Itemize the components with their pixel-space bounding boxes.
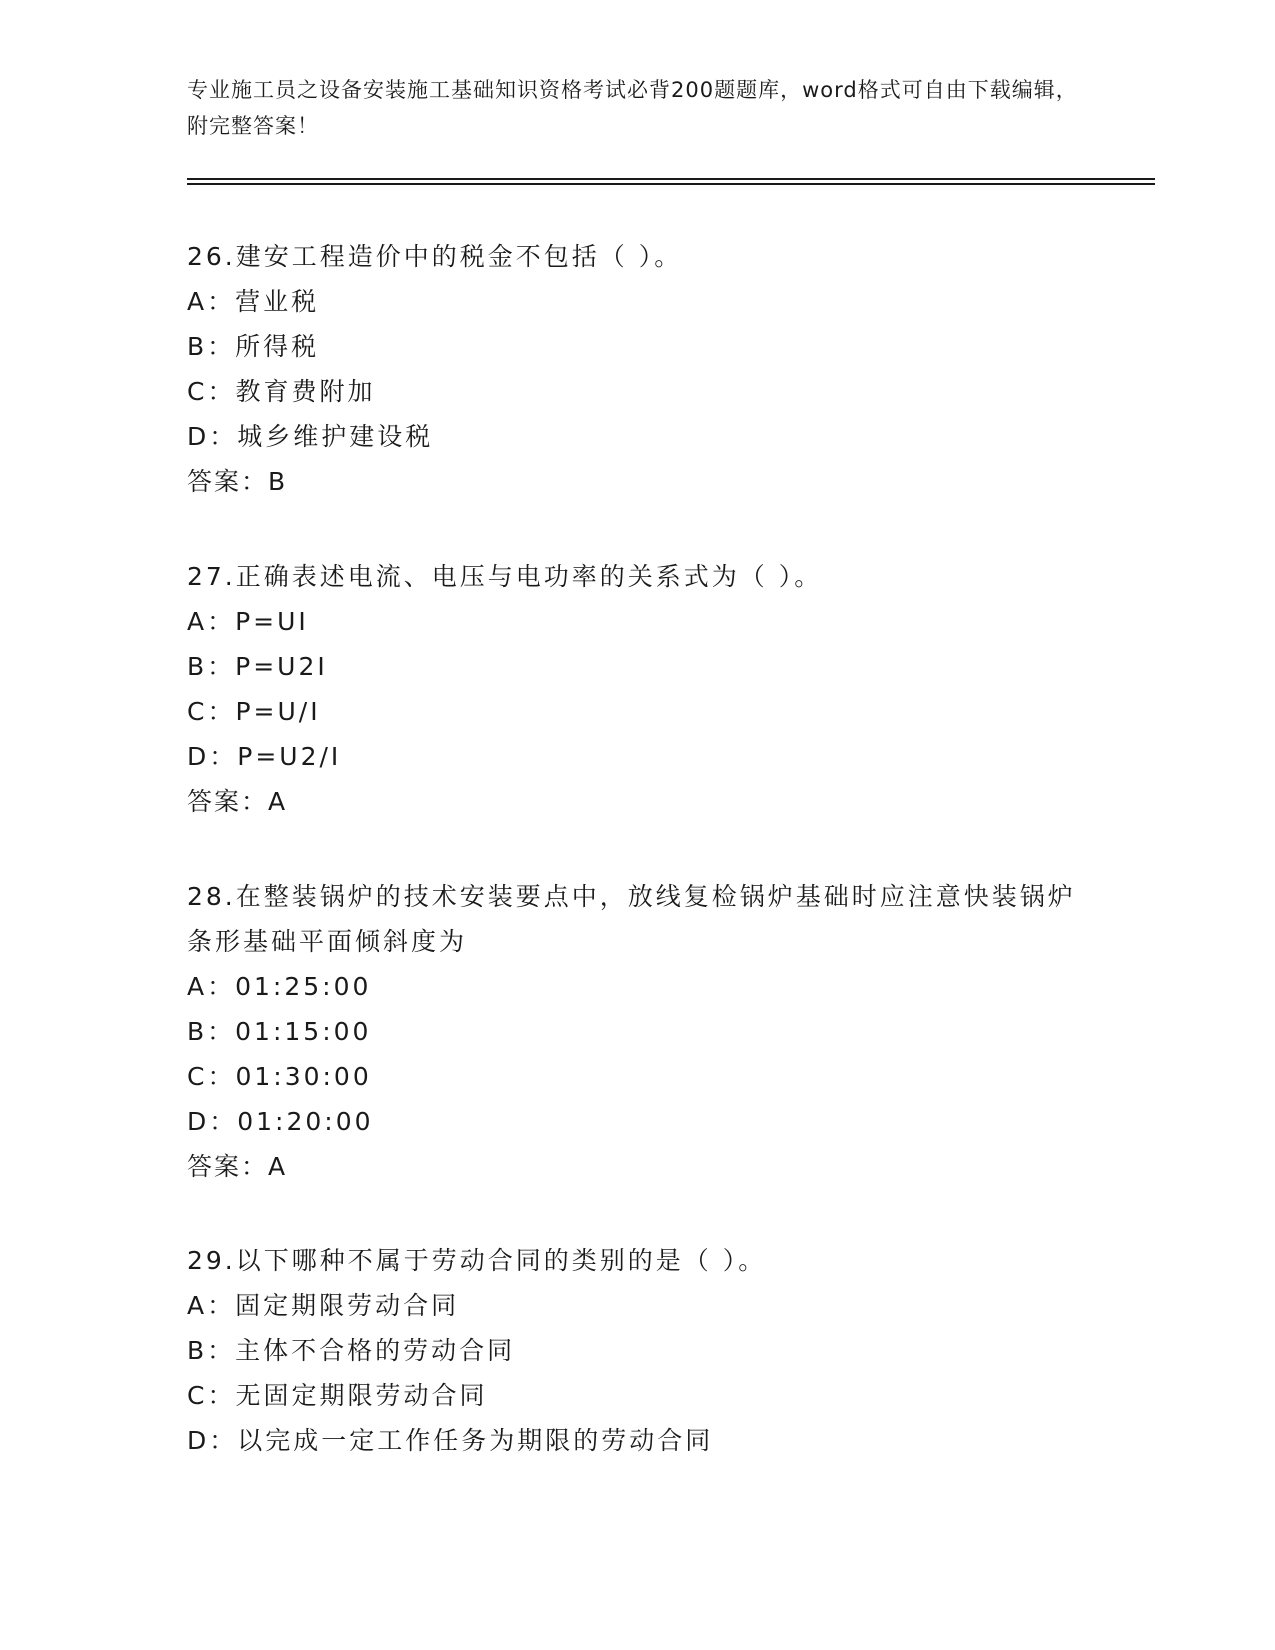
option-a: A：01:25:00 — [187, 972, 372, 1001]
option-c: C：01:30:00 — [187, 1062, 372, 1091]
question-29 — [187, 1238, 1087, 1463]
option-c: C：无固定期限劳动合同 — [187, 1381, 488, 1410]
question-stem: 26.建安工程造价中的税金不包括（ ）。 — [187, 242, 683, 271]
question-26 — [187, 234, 1087, 504]
answer: 答案：B — [187, 467, 288, 496]
option-d: D：城乡维护建设税 — [187, 422, 434, 451]
option-b: B：01:15:00 — [187, 1017, 372, 1046]
option-a: A：P=UI — [187, 607, 309, 636]
question-stem: 27.正确表述电流、电压与电功率的关系式为（ ）。 — [187, 562, 823, 591]
option-d: D：01:20:00 — [187, 1107, 374, 1136]
question-stem: 29.以下哪种不属于劳动合同的类别的是（ ）。 — [187, 1246, 767, 1275]
question-27 — [187, 554, 1087, 824]
option-a: A：营业税 — [187, 287, 320, 316]
option-d: D：以完成一定工作任务为期限的劳动合同 — [187, 1426, 714, 1455]
question-28 — [187, 874, 1087, 1189]
header-divider-top — [187, 178, 1155, 180]
option-a: A：固定期限劳动合同 — [187, 1291, 460, 1320]
option-c: C：P=U/I — [187, 697, 321, 726]
option-c: C：教育费附加 — [187, 377, 376, 406]
header-divider-bottom — [187, 183, 1155, 185]
option-b: B：P=U2I — [187, 652, 328, 681]
option-b: B：所得税 — [187, 332, 320, 361]
answer: 答案：A — [187, 1152, 288, 1181]
question-stem: 28.在整装锅炉的技术安装要点中，放线复检锅炉基础时应注意快装锅炉条形基础平面倾斜度为 — [187, 882, 1076, 956]
answer: 答案：A — [187, 787, 288, 816]
option-b: B：主体不合格的劳动合同 — [187, 1336, 516, 1365]
document-header: 专业施工员之设备安装施工基础知识资格考试必背200题题库，word格式可自由下载编辑，附完整答案！ — [187, 78, 1078, 138]
option-d: D：P=U2/I — [187, 742, 342, 771]
